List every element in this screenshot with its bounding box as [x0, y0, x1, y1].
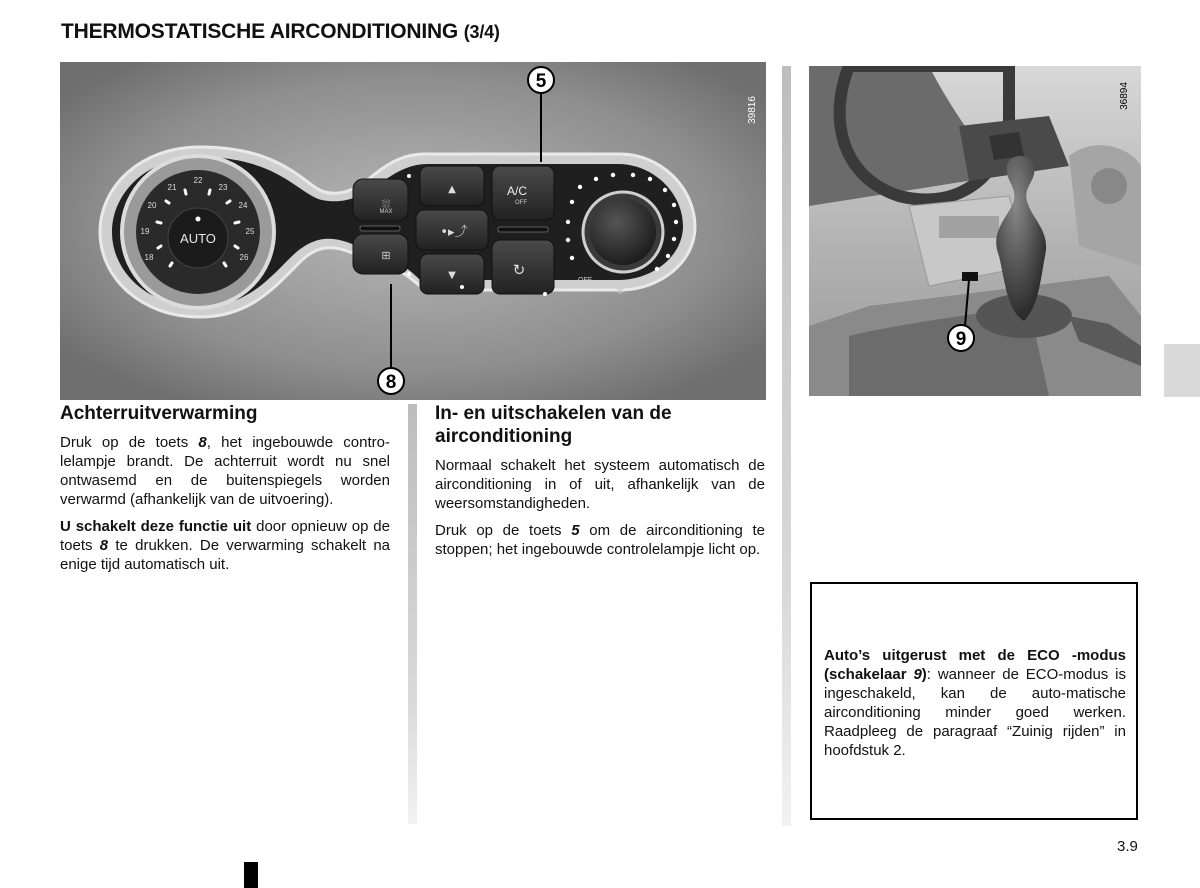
dial-tick-19: 19 [140, 227, 150, 236]
bold-run: Auto’s uitgerust met de ECO -modus (schakelaar [824, 647, 1126, 683]
callout-5-label: 5 [535, 71, 547, 92]
paragraph: Normaal schakelt het systeem automatisch de airconditioning in of uit, afhankelijk van de weersomstandigheden. [435, 457, 765, 512]
dial-tick-18: 18 [144, 253, 154, 262]
bold-run: U schakelt deze functie uit [60, 518, 252, 535]
svg-text:⊞: ⊞ [381, 250, 391, 262]
callout-9-label: 9 [955, 329, 967, 350]
text-run: door opnieuw op de toets [60, 518, 390, 554]
text-run: te drukken. De verwarming schakelt na enige tijd automatisch uit. [60, 537, 391, 573]
chapter-tab [1164, 344, 1200, 397]
section-body [435, 456, 765, 559]
section-heading: In- en uitschakelen van de airconditioning [435, 403, 672, 447]
column-divider-1 [408, 404, 417, 824]
ac-off-label: OFF [515, 200, 527, 206]
eco-switch[interactable] [962, 272, 978, 281]
paragraph [60, 433, 390, 509]
fan-icon: ✻ [615, 286, 625, 297]
page-title [61, 20, 500, 44]
fan-speed-knob[interactable] [590, 199, 656, 265]
key-ref: 9 [913, 666, 922, 683]
section-body [60, 433, 390, 574]
eco-switch-figure [809, 66, 1141, 396]
arrow-down-icon: ▼ [448, 270, 456, 281]
recirculation-icon: ↻ [512, 261, 526, 279]
eco-note-box [810, 582, 1138, 820]
note-text [824, 646, 1126, 760]
key-ref: 5 [571, 522, 580, 539]
dial-tick-24: 24 [238, 201, 248, 210]
crop-mark [244, 862, 258, 888]
page-number: 3.9 [1117, 838, 1138, 855]
text-run: Druk op de toets [60, 434, 199, 451]
bold-run: ) [921, 666, 927, 683]
section-ac-switch [435, 402, 765, 567]
paragraph [60, 517, 390, 574]
dial-tick-23: 23 [218, 183, 228, 192]
paragraph [435, 521, 765, 559]
dial-tick-26: 26 [239, 253, 249, 262]
figure-ref-39816: 39816 [747, 96, 758, 124]
text-run: Druk op de toets [435, 522, 572, 539]
dial-tick-20: 20 [147, 201, 157, 210]
page-title-text: THERMOSTATISCHE AIRCONDITIONING [61, 20, 459, 43]
ac-label: A/C [506, 184, 528, 198]
page-title-suffix: (3/4) [463, 22, 500, 42]
figure-ref-36894: 36894 [1119, 82, 1130, 110]
key-ref: 8 [99, 537, 109, 554]
dial-tick-25: 25 [245, 227, 255, 236]
text-run: om de airconditioning te stoppen; het ingebouwde controlelampje licht op. [435, 522, 766, 558]
fan-off-label: OFF [578, 277, 592, 284]
section-rear-defrost [60, 402, 390, 582]
dial-tick-21: 21 [167, 183, 177, 192]
column-divider-2 [782, 66, 791, 826]
callout-8-label: 8 [385, 372, 397, 393]
climate-panel-figure [60, 62, 766, 400]
max-label: MAX [379, 209, 393, 215]
section-heading: Achterruitverwarming [60, 403, 258, 424]
dial-tick-22: 22 [193, 176, 203, 185]
dial-auto-label: AUTO [180, 231, 216, 246]
key-ref: 8 [198, 434, 207, 451]
text-run: , het ingebouwde contro-lelampje brandt. De achterruit wordt nu snel ontwasemd en de buitenspiegels worden verwarmd (afhankelijk van de uitvoering). [60, 434, 390, 508]
arrow-up-icon: ▲ [448, 184, 456, 195]
air-distribution-icon: •▸⤴ [440, 225, 468, 240]
svg-text:⛆: ⛆ [381, 199, 391, 211]
text-run: : wanneer de ECO-modus is ingeschakeld, kan de auto-matische airconditioning minder goed werken. Raadpleeg de paragraaf “Zuinig rijden” in hoofdstuk 2. [824, 666, 1126, 759]
